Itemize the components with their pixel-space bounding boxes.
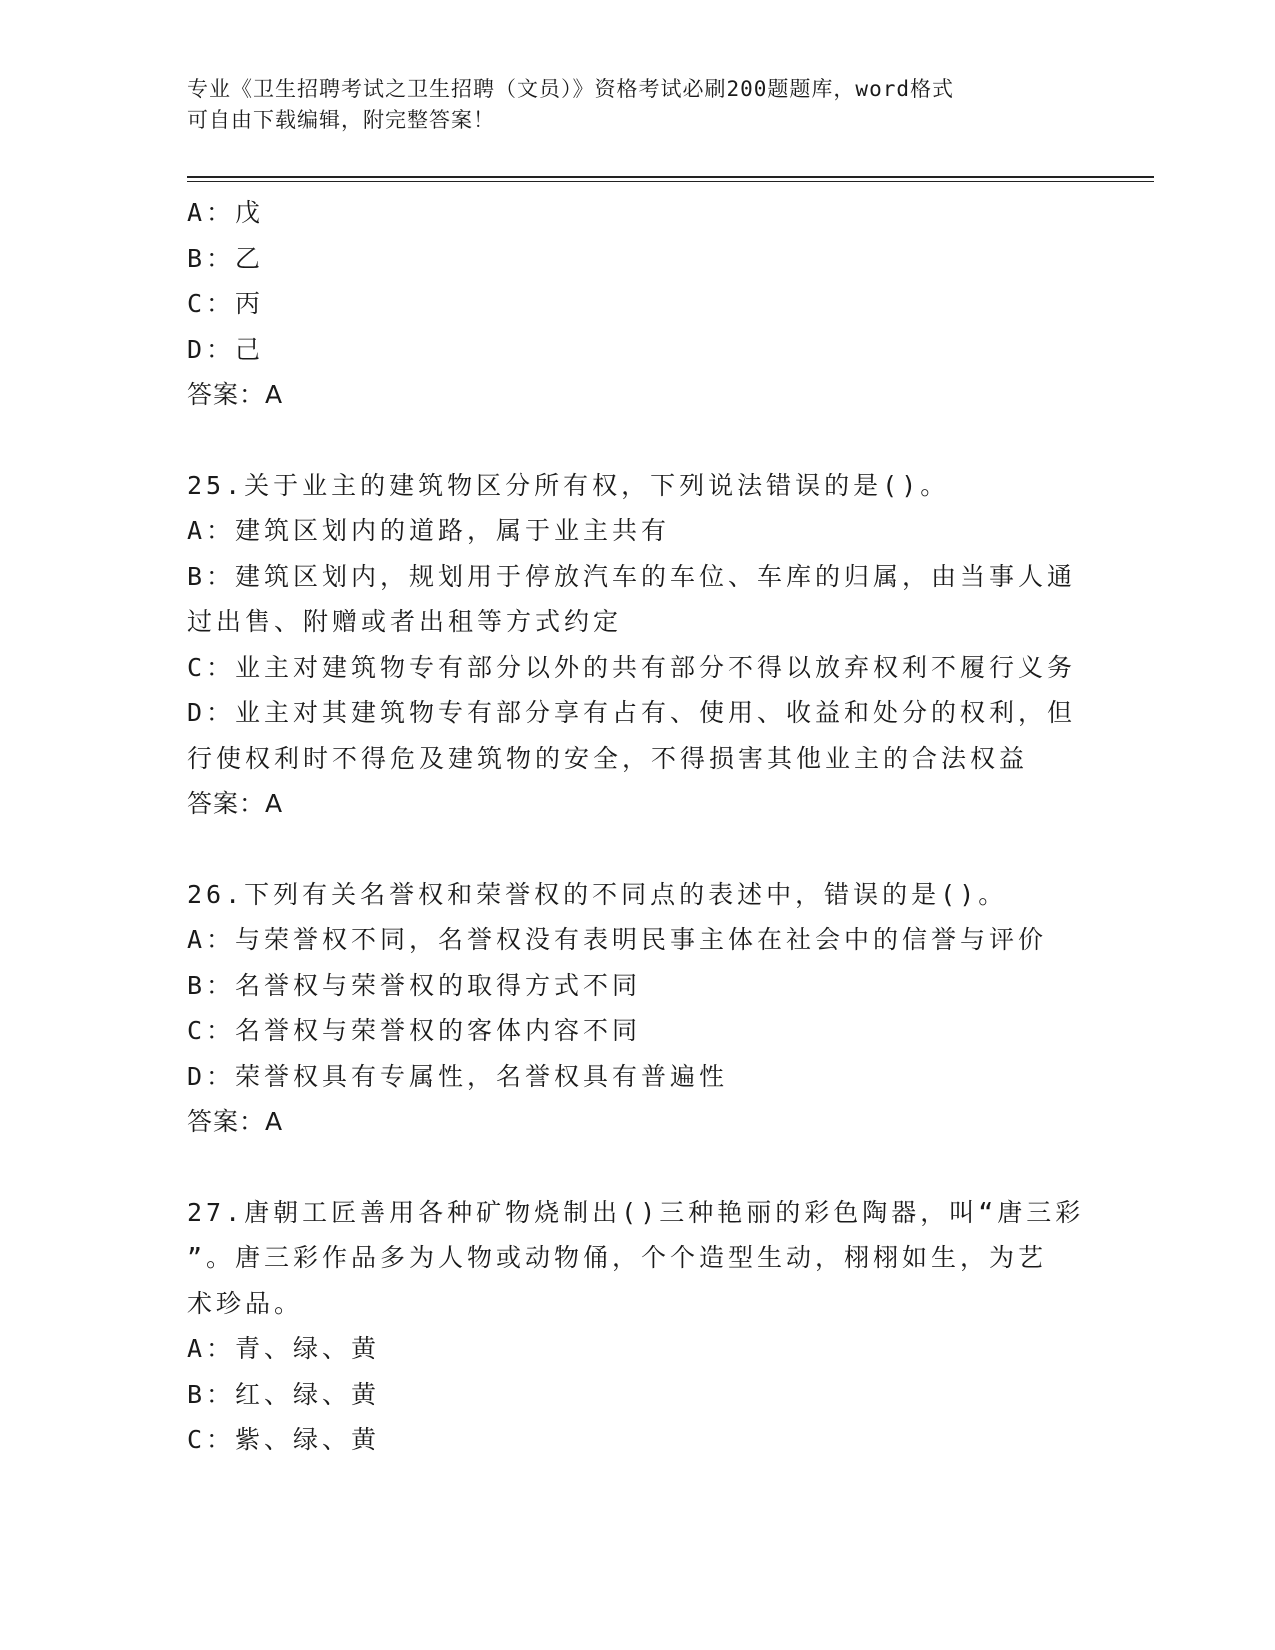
option-d-line-1: D：业主对其建筑物专有部分享有占有、使用、收益和处分的权利，但 [187, 698, 1077, 727]
option-b-line-2: 过出售、附赠或者出租等方式约定 [187, 607, 623, 636]
option-b: B：乙 [187, 243, 265, 273]
question-list [187, 190, 1087, 1463]
header-divider-thick [187, 176, 1154, 178]
option-a: A：建筑区划内的道路，属于业主共有 [187, 516, 671, 545]
option-a: A：戊 [187, 198, 265, 227]
question-title: 26.下列有关名誉权和荣誉权的不同点的表述中，错误的是()。 [187, 879, 1008, 909]
option-d-line-2: 行使权利时不得危及建筑物的安全，不得损害其他业主的合法权益 [187, 743, 1029, 773]
question-27 [187, 1190, 1087, 1463]
option-c: C：业主对建筑物专有部分以外的共有部分不得以放弃权利不履行义务 [187, 652, 1077, 682]
question-26 [187, 872, 1087, 1145]
header-line-1: 专业《卫生招聘考试之卫生招聘（文员）》资格考试必刷200题题库，word格式 [187, 77, 954, 101]
option-c: C：紫、绿、黄 [187, 1425, 381, 1454]
answer-text: 答案：A [187, 1107, 284, 1136]
page-header [187, 74, 1087, 136]
header-divider-thin [187, 181, 1154, 182]
option-b-line-1: B：建筑区划内，规划用于停放汽车的车位、车库的归属，由当事人通 [187, 561, 1077, 591]
answer-text: 答案：A [187, 789, 284, 818]
option-c: C：丙 [187, 289, 265, 318]
option-a: A：青、绿、黄 [187, 1334, 381, 1363]
question-title-line-1: 27.唐朝工匠善用各种矿物烧制出()三种艳丽的彩色陶器，叫“唐三彩 [187, 1197, 1085, 1227]
option-b: B：红、绿、黄 [187, 1379, 381, 1409]
option-a: A：与荣誉权不同，名誉权没有表明民事主体在社会中的信誉与评价 [187, 925, 1048, 954]
option-d: D：己 [187, 334, 265, 364]
question-title-line-3: 术珍品。 [187, 1288, 304, 1318]
question-25 [187, 463, 1087, 827]
question-title: 25.关于业主的建筑物区分所有权，下列说法错误的是()。 [187, 470, 950, 500]
option-d: D：荣誉权具有专属性，名誉权具有普遍性 [187, 1061, 729, 1091]
option-c: C：名誉权与荣誉权的客体内容不同 [187, 1016, 642, 1045]
question-24-options [187, 190, 1087, 418]
header-line-2: 可自由下载编辑，附完整答案！ [187, 108, 495, 132]
question-title-line-2: ”。唐三彩作品多为人物或动物俑，个个造型生动，栩栩如生，为艺 [187, 1243, 1048, 1272]
answer-text: 答案：A [187, 380, 284, 409]
option-b: B：名誉权与荣誉权的取得方式不同 [187, 970, 642, 1000]
